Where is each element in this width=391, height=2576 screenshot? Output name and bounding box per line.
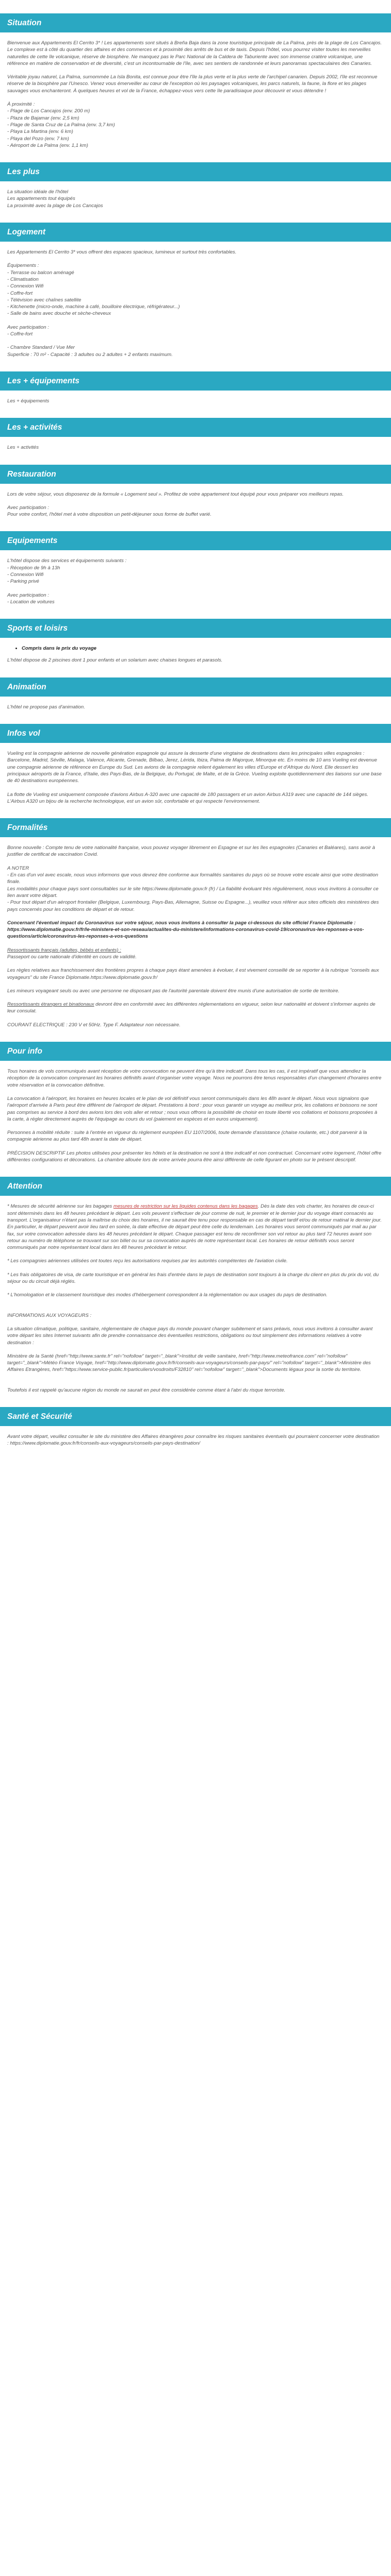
list-item: Les modalités pour chaque pays sont consultables sur le site https://www.diplomatie.gouv.fr (fr) / La fiabilité évoluant très régulièrement, nous vous invitons à consulter ce lien avant votre départ. (7, 886, 379, 899)
list-item: Les + équipements (7, 398, 50, 404)
list-item: - Climatisation (7, 276, 39, 282)
list-item: - Chambre Standard / Vue Mer (7, 345, 75, 351)
paragraph (7, 1203, 382, 1251)
list-title: Équipements : (7, 263, 39, 269)
list-item: - Playa del Pozo (env. 7 km) (7, 135, 69, 142)
list-item: - Location de voitures (7, 599, 55, 605)
subheading: Ressortissants français (adultes, bébés et enfants) : (7, 947, 121, 953)
list-item: - Kitchenette (micro-onde, machine à café, bouilloire électrique, réfrigérateur...) (7, 304, 180, 310)
electrical-info: COURANT ELECTRIQUE : 230 V et 50Hz. Type F. Adaptateur non nécessaire. (7, 1022, 181, 1028)
paragraph: Les règles relatives aux franchissement des frontières propres à chaque pays étant amenées à évoluer, il est vivement conseillé de se reporter à la rubrique "conseils aux voyageurs" du site France Diplomatie.https://www.diplomatie.gouv.fr/ (7, 968, 379, 980)
section-header-sante-securite: Santé et Sécurité (0, 1407, 391, 1426)
paragraph: Vueling est la compagnie aérienne de nouvelle génération espagnole qui assure la desserte d'une vingtaine de destinations dans les principales villes espagnoles : Barcelone, Madrid, Séville, Malaga, Valence, Alicante, Grenade, Bilbao, Jerez, Lérida, Ibiza, Palma de Majorque, Minorque etc. En moins de 10 ans Vueling est devenue une compagnie aérienne de référence en Europe du Sud. Les avions de la compagnie relient également les villes d'Europe et d'Afrique du Nord. Elle dessert les principaux aéroports de la France, d'Italie, des Pays-Bas, de la Belgique, du Portugal, de Malte, et de la Grèce. Vueling exploite quotidiennement des liaisons sur une base de 40 destinations européennes. (7, 751, 382, 784)
section-body-attention (0, 1203, 391, 1394)
section-header-les-plus-equipements: Les + équipements (0, 371, 391, 391)
list-item: - Playa La Martina (env. 6 km) (7, 129, 73, 135)
paragraph: La convocation à l'aéroport, les horaires en heures locales et le plan de vol définitif vous seront communiqués dans les 48h avant le départ. Nous vous signalons que l'aéroport d'arrivée à Paris peut être différent de l'aéroport de départ. Prestations à bord : pour vous garantir un voyage au meilleur prix, les collations et boissons ne sont pas comprises au service à bord des avions lors des vols aller et retour ; nous vous offrons la possibilité de choisir en toute liberté vos collations et boissons proposées à la carte, à régler directement auprès de l'équipage au cours du vol (paiement en espèces et en euros uniquement). (7, 1095, 378, 1122)
section-header-attention: Attention (0, 1177, 391, 1196)
list-title: Avec participation : (7, 324, 49, 330)
list-item: Passeport ou carte nationale d'identité en cours de validité. (7, 954, 137, 960)
list-title: Avec participation : (7, 504, 49, 511)
list-item: - Plaza de Bajamar (env. 2,5 km) (7, 115, 79, 121)
list-item: - Terrasse ou balcon aménagé (7, 269, 74, 276)
list-item: - En cas d'un vol avec escale, nous vous informons que vous devrez être conforme aux formalités sanitaires du pays où se trouve votre escale ainsi que votre destination finale. (7, 872, 379, 885)
paragraph: Lors de votre séjour, vous disposerez de la formule « Logement seul ». Profitez de votre appartement tout équipé pour vous préparer vos meilleurs repas. (7, 491, 344, 497)
section-body-restauration (0, 491, 391, 518)
list-item: Les appartements tout équipés (7, 196, 75, 202)
list-item: - Salle de bains avec douche et sèche-cheveux (7, 311, 111, 317)
list-item: Pour votre confort, l'hôtel met à votre disposition un petit-déjeuner sous forme de buffet varié. (7, 512, 211, 518)
list-item: - Parking privé (7, 579, 39, 585)
paragraph: PRÉCISION DESCRIPTIF Les photos utilisées pour présenter les hôtels et la destination ne sont à titre indicatif et non contractuel. Concernant votre logement, l'hôtel offre différentes configurations et décorations. La chambre allouée lors de votre arrivée pourra être ainsi différente de celle figurant en photo sur le présent descriptif. (7, 1150, 382, 1163)
paragraph: La flotte de Vueling est uniquement composée d'avions Airbus A-320 avec une capacité de 180 passagers et un avion Airbus A319 avec une capacité de 144 sièges. L'Airbus A320 un bijou de la recherche technologique, est un avion sûr, confortable et qui respecte l'environnement. (7, 791, 368, 804)
list-item: - Coffre-fort (7, 290, 33, 296)
section-body-infos-vol (0, 750, 391, 805)
page (0, 13, 391, 1475)
section-body-les-plus-activites (0, 444, 391, 451)
list-item: - Aéroport de La Palma (env. 1,1 km) (7, 142, 88, 148)
paragraph-lead: * Mesures de sécurité aérienne sur les bagages (7, 1204, 113, 1210)
list-item: La situation idéale de l'hôtel (7, 189, 69, 195)
bullet-list (7, 645, 382, 652)
list-item: - Réception de 9h à 13h (7, 565, 60, 571)
section-body-sante-securite (0, 1433, 391, 1447)
paragraph: Les Appartements El Cerrito 3* vous offrent des espaces spacieux, lumineux et surtout très confortables. (7, 249, 237, 256)
paragraph (7, 1001, 382, 1015)
list-item: Superficie : 70 m² - Capacité : 3 adultes ou 2 adultes + 2 enfants maximum. (7, 351, 173, 358)
important-notice: Concernant l'éventuel impact du Coronavirus sur votre séjour, nous vous invitons à consulter la page ci-dessous du site officiel France Diplomatie : https://www.diplomatie.gouv.fr/fr/le-ministere-et-son-reseau/actualites-du-ministere/informations-coronavirus-covid-19/coronavirus-les-reponses-a-vos-questions/article/coronavirus-les-reponses-a-vos-questions (7, 920, 364, 940)
section-header-situation: Situation (0, 13, 391, 32)
section-header-sports-loisirs: Sports et loisirs (0, 619, 391, 638)
section-header-formalites: Formalités (0, 818, 391, 837)
section-body-les-plus-equipements (0, 398, 391, 404)
paragraph: Ministère de la Santé (href="http://www.sante.fr" rel="nofollow" target="_blank">Institut de veille sanitaire, href="http://www.meteofrance.com" rel="nofollow" target="_blank">Météo France Voyage, href="http://www.diplomatie.gouv.fr/fr/conseils-aux-voyageurs/conseils-par-pays/" rel="nofollow" target="_blank">Ministère des Affaires Etrangères, href="https://www.service-public.fr/particuliers/vosdroits/F32810" rel="nofollow" target="_blank">Documents légaux pour la sortie du territoire. (7, 1353, 371, 1373)
paragraph: Toutefois il est rappelé qu'aucune région du monde ne saurait en peut être considérée comme étant à l'abri du risque terroriste. (7, 1387, 286, 1393)
section-header-infos-vol: Infos vol (0, 724, 391, 743)
list-item: - Plage de Santa Cruz de La Palma (env. 3,7 km) (7, 122, 115, 128)
subheading: INFORMATIONS AUX VOYAGEURS : (7, 1312, 92, 1318)
subheading: Ressortissants étrangers et binationaux (7, 1002, 94, 1008)
list-item: - Connexion Wifi (7, 283, 44, 290)
paragraph-continued: devront être en conformité avec les différentes réglementations en vigueur, selon leur nationalité et doivent s'informer auprès de leur consulat. (7, 1002, 376, 1014)
section-header-restauration: Restauration (0, 465, 391, 484)
section-body-pour-info (0, 1068, 391, 1163)
list-item: - Plage de Los Cancajos (env. 200 m) (7, 108, 90, 114)
section-body-equipements (0, 557, 391, 605)
list-item: - Télévision avec chaînes satellite (7, 297, 82, 303)
list-item: L'hôtel ne propose pas d'animation. (7, 704, 85, 710)
section-body-formalites (0, 844, 391, 1028)
paragraph: Tous horaires de vols communiqués avant réception de votre convocation ne peuvent être qu'à titre indicatif. Dans tous les cas, il est impératif que vous attendiez la réception de la convocation comprenant les horaires définitifs avant d'organiser votre voyage. Nous ne pourrons être tenus responsables d'un changement d'horaires entre votre réservation et la convocation définitive. (7, 1069, 382, 1088)
paragraph: Véritable joyau naturel, La Palma, surnommée La Isla Bonita, est connue pour être l'île la plus verte et la plus verte de l'archipel canarien. Depuis 2002, l'île est reconnue réserve de la biosphère par l'Unesco. Venez vous émerveiller au cœur de l'exception où les paysages volcaniques, les parcs naturels, la faune, la flore et les plages sauvages vous enchanteront. À quelques heures et vol de la France, échappez-vous vers cette île paradisiaque pour découvrir et vous détendre ! (7, 74, 378, 94)
paragraph: La situation climatique, politique, sanitaire, réglementaire de chaque pays du monde pouvant changer subitement et sans préavis, nous vous invitons à consulter avant votre départ les sites Internet suivants afin de prendre connaissance des éventuelles restrictions, obligations ou tout simplement des informations relatives à votre destination : (7, 1326, 373, 1346)
list-item: - Coffre-fort (7, 331, 33, 337)
section-body-animation (0, 704, 391, 710)
section-header-pour-info: Pour info (0, 1042, 391, 1061)
list-item: - Pour tout départ d'un aéroport frontalier (Belgique, Luxembourg, Pays-Bas, Allemagne, Suisse ou Espagne...), veuillez vous référer aux sites officiels des ministères des pays concernés pour les conditions de départ et de retour. (7, 900, 379, 912)
paragraph: Bonne nouvelle : Compte tenu de votre nationalité française, vous pouvez voyager librement en Espagne et sur les îles espagnoles (Canaries et Baléares), sans avoir à justifier de certificat de vaccination Covid. (7, 845, 376, 858)
section-header-equipements: Equipements (0, 531, 391, 550)
section-body-situation (0, 40, 391, 149)
list-item: A NOTER (7, 865, 29, 871)
paragraph: Bienvenue aux Appartements El Cerrito 3* ! Les appartements sont situés à Breña Baja dans la zone touristique principale de La Palma, près de la plage de Los Cancajos. Le complexe est à côté du quartier des affaires et des commerces et à proximité des arrêts de bus et de taxis. Depuis l'hôtel, vous pourrez visiter toutes les merveilles naturelles de cette île volcanique, réserve de biosphère. Ne manquez pas le Parc National de la Caldera de Taburiente avec son immense cratère volcanique, une référence en matière de conservation et de diversité, c'est un incontournable de l'île, avec ses sentiers de randonnée et leurs panoramas spectaculaires des Canaries. (7, 40, 382, 66)
section-header-logement: Logement (0, 223, 391, 242)
list-item: - Connexion Wifi (7, 571, 44, 578)
paragraph: * Les compagnies aériennes utilisées ont toutes reçu les autorisations requises par les autorités compétentes de l'aviation civile. (7, 1258, 288, 1264)
section-header-animation: Animation (0, 677, 391, 697)
list-title: L'hôtel dispose des services et équipements suivants : (7, 558, 127, 564)
paragraph: Avant votre départ, veuillez consulter le site du ministère des Affaires étrangères pour connaître les risques sanitaires éventuels qui pourraient concerner votre destination : https://www.diplomatie.gouv.fr/fr/conseils-aux-voyageurs/conseils-par-pays-destination/ (7, 1433, 380, 1447)
bullet-item: • Compris dans le prix du voyage (22, 645, 382, 652)
section-header-les-plus: Les plus (0, 162, 391, 181)
paragraph: Personnes à mobilité réduite : suite à l'entrée en vigueur du règlement européen EU 1107/2006, toute demande d'assistance (chaise roulante, etc.) doit parvenir à la compagnie aérienne au plus tard 48h avant la date de départ. (7, 1130, 367, 1143)
list-title: À proximité : (7, 101, 35, 108)
paragraph-continued: . Dès la date des vols charter, les horaires de ceux-ci sont déterminés dans les 48 heures précédant le départ. Les vols peuvent s'effectuer de jour comme de nuit, le premier et le dernier jour du voyage étant consacrés au transport. L'organisateur n'étant pas la maîtrise du choix des horaires, il ne saurait être tenu pour responsable en cas de départ tardif et/ou de retour matinal le dernier jour. En particulier, le départ peuvent avoir lieu tard en soirée, la date effective de départ peut être celle du lendemain. Les horaires vous seront communiqués par mail au par fax, sur votre convocation adressée dans les 48 heures précédant le départ. Chaque passager est tenu de reconfirmer son vol retour au plus tard 72 heures avant son retour au numéro de téléphone se trouvant sur son billet ou sur sa convocation auprès de notre représentant local. Les horaires de retour définitifs vous seront communiqués par notre représentant local dans les 48 heures précédant le retour. (7, 1204, 382, 1251)
section-body-les-plus (0, 189, 391, 209)
section-body-logement (0, 249, 391, 358)
restrictions-link[interactable]: mesures de restriction sur les liquides contenus dans les bagages (113, 1204, 258, 1210)
section-header-les-plus-activites: Les + activités (0, 418, 391, 437)
list-item: Les + activités (7, 445, 39, 451)
paragraph: * L'homologation et le classement touristique des modes d'hébergement correspondent à la réglementation ou aux usages du pays de destination. (7, 1292, 328, 1298)
section-body-sports-loisirs (0, 645, 391, 664)
list-item: La proximité avec la plage de Los Cancajos (7, 202, 103, 209)
paragraph: Les mineurs voyageant seuls ou avec une personne ne disposant pas de l'autorité parentale doivent être munis d'une autorisation de sortie de territoire. (7, 988, 340, 994)
list-title: Avec participation : (7, 592, 49, 598)
paragraph: * Les frais obligatoires de visa, de carte touristique et en général les frais d'entrée dans le pays de destination sont toujours à la charge du client en plus du prix du vol, du séjour ou du circuit déjà réglés. (7, 1272, 379, 1285)
list-item: L'hôtel dispose de 2 piscines dont 1 pour enfants et un solarium avec chaises longues et parasols. (7, 657, 223, 664)
